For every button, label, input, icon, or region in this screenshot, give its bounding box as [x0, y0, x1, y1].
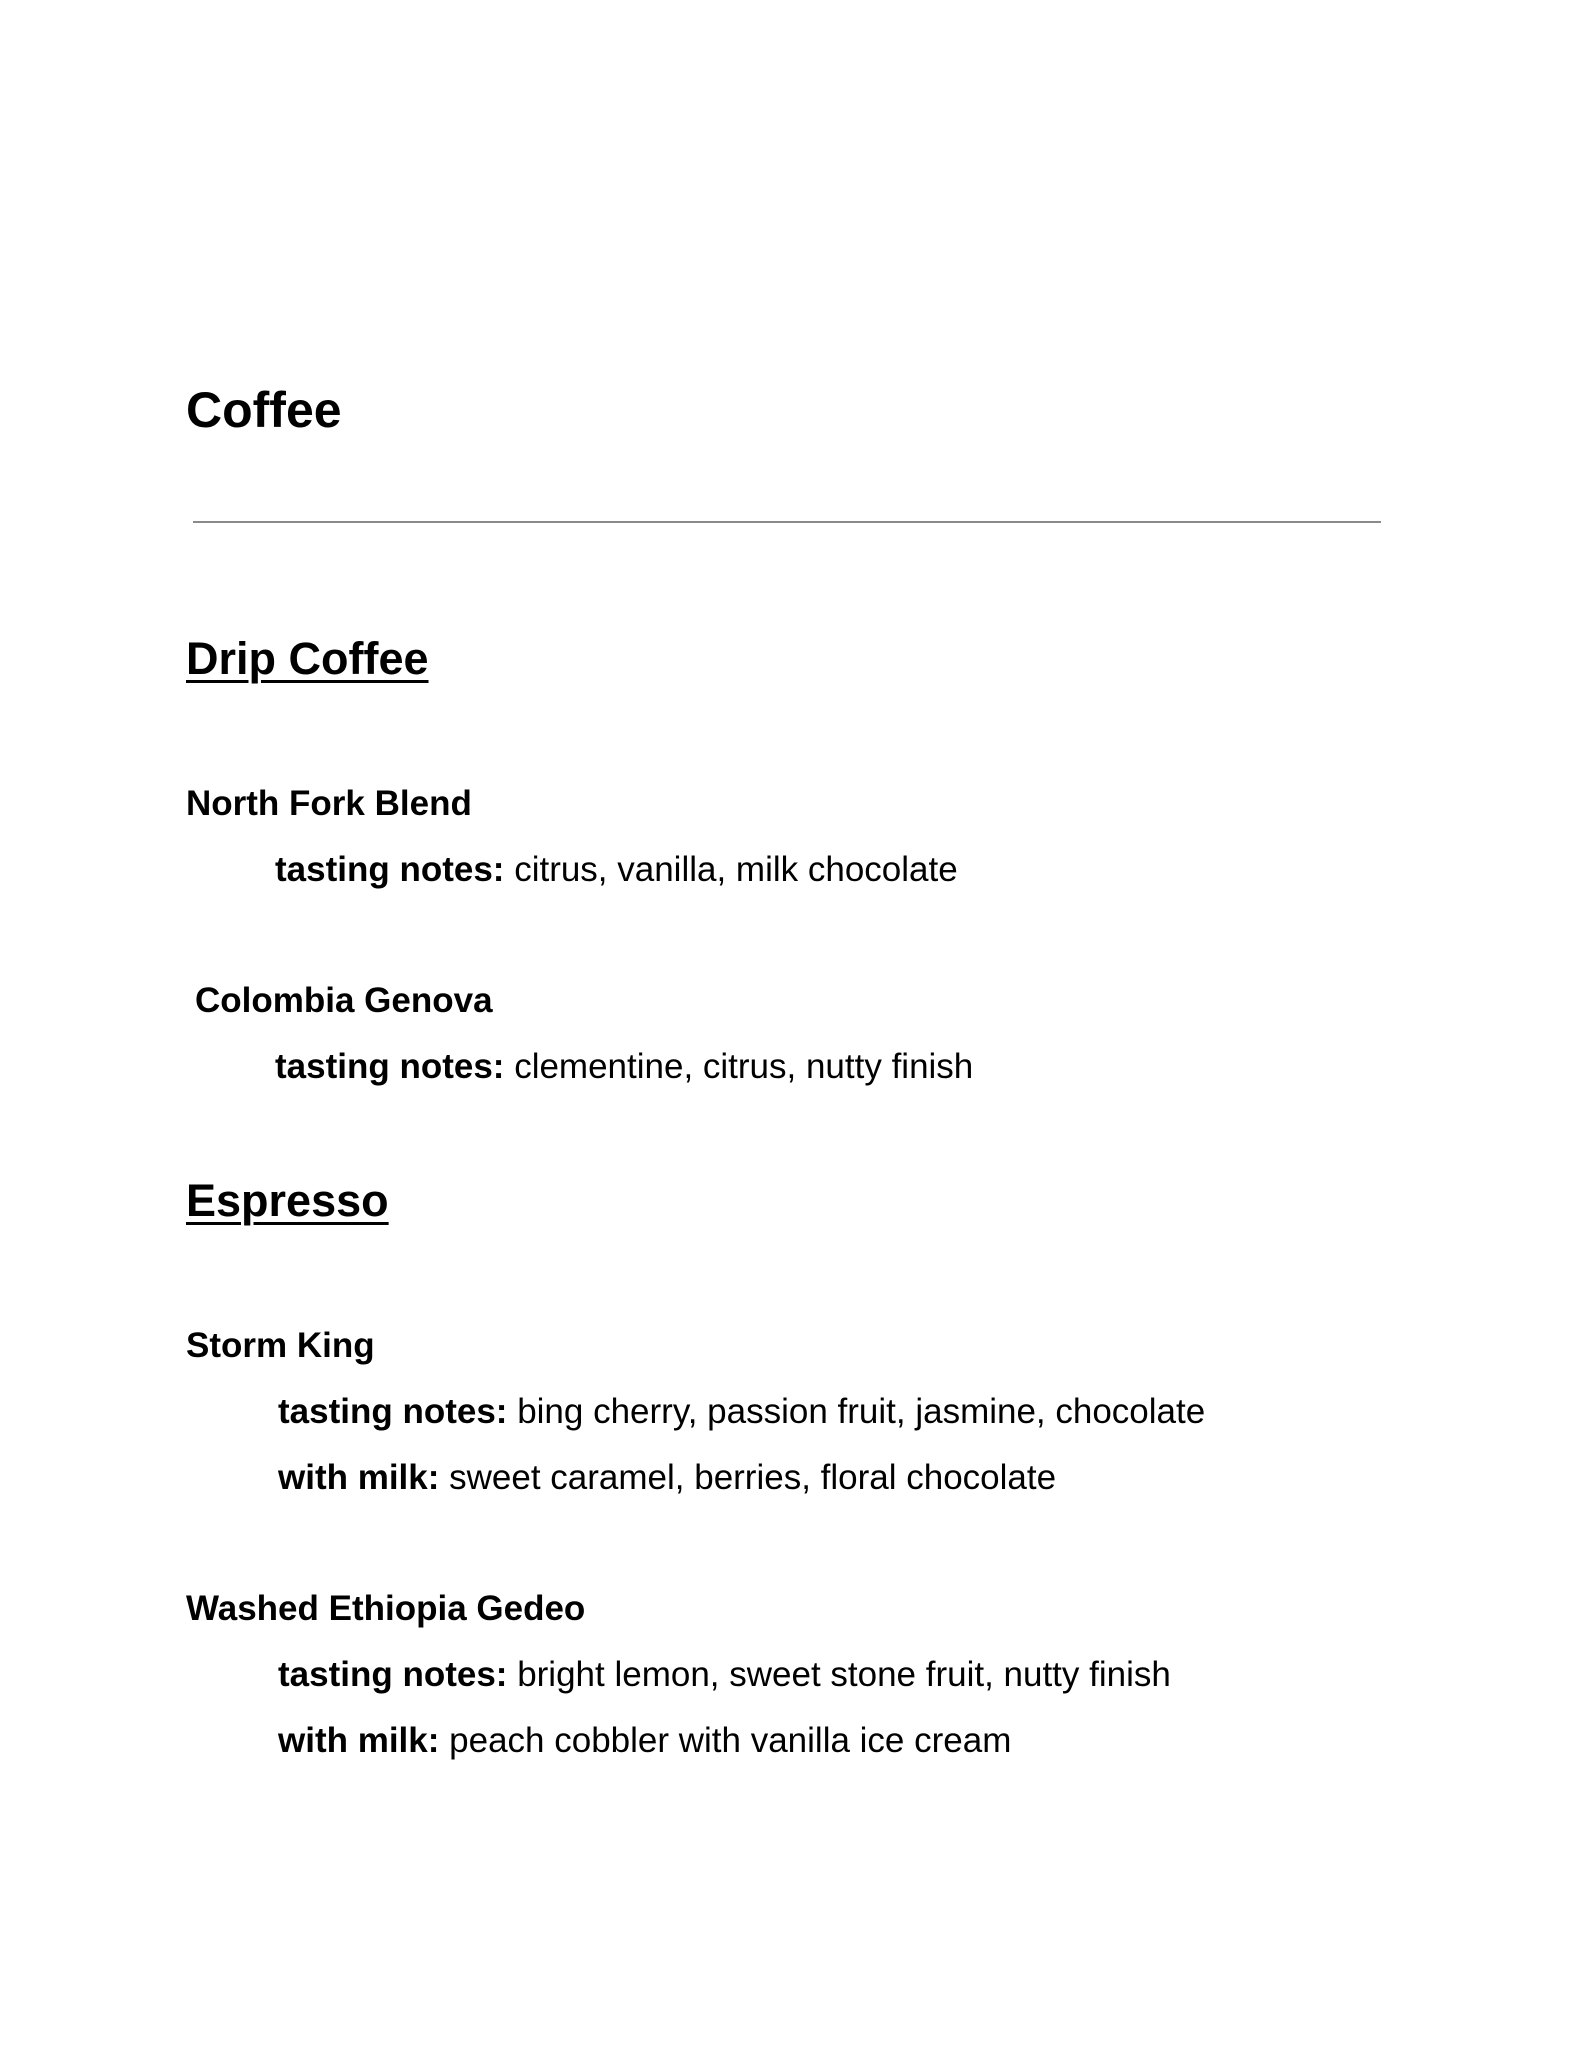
note-label: with milk: — [278, 1721, 440, 1760]
note-value: bing cherry, passion fruit, jasmine, chocolate — [517, 1392, 1206, 1431]
item-name-colombia-genova: Colombia Genova — [195, 981, 493, 1020]
item-name-north-fork-blend: North Fork Blend — [186, 784, 472, 823]
note-label: tasting notes: — [278, 1392, 508, 1431]
note-value: peach cobbler with vanilla ice cream — [449, 1721, 1012, 1760]
item-name-storm-king: Storm King — [186, 1326, 375, 1365]
note-label: with milk: — [278, 1458, 440, 1497]
item-name-washed-ethiopia-gedeo: Washed Ethiopia Gedeo — [186, 1589, 586, 1628]
tasting-notes-line — [278, 1657, 1171, 1692]
tasting-notes-line — [275, 1049, 973, 1084]
note-label: tasting notes: — [275, 1047, 505, 1086]
note-value: bright lemon, sweet stone fruit, nutty finish — [517, 1655, 1171, 1694]
section-heading-drip-coffee: Drip Coffee — [186, 633, 429, 684]
with-milk-line — [278, 1460, 1056, 1495]
note-label: tasting notes: — [275, 850, 505, 889]
section-heading-espresso: Espresso — [186, 1175, 389, 1226]
note-value: citrus, vanilla, milk chocolate — [514, 850, 958, 889]
tasting-notes-line — [275, 852, 958, 887]
note-value: sweet caramel, berries, floral chocolate — [449, 1458, 1057, 1497]
note-value: clementine, citrus, nutty finish — [514, 1047, 974, 1086]
horizontal-divider — [193, 521, 1381, 523]
page-title: Coffee — [186, 382, 342, 438]
note-label: tasting notes: — [278, 1655, 508, 1694]
with-milk-line — [278, 1723, 1011, 1758]
tasting-notes-line — [278, 1394, 1205, 1429]
